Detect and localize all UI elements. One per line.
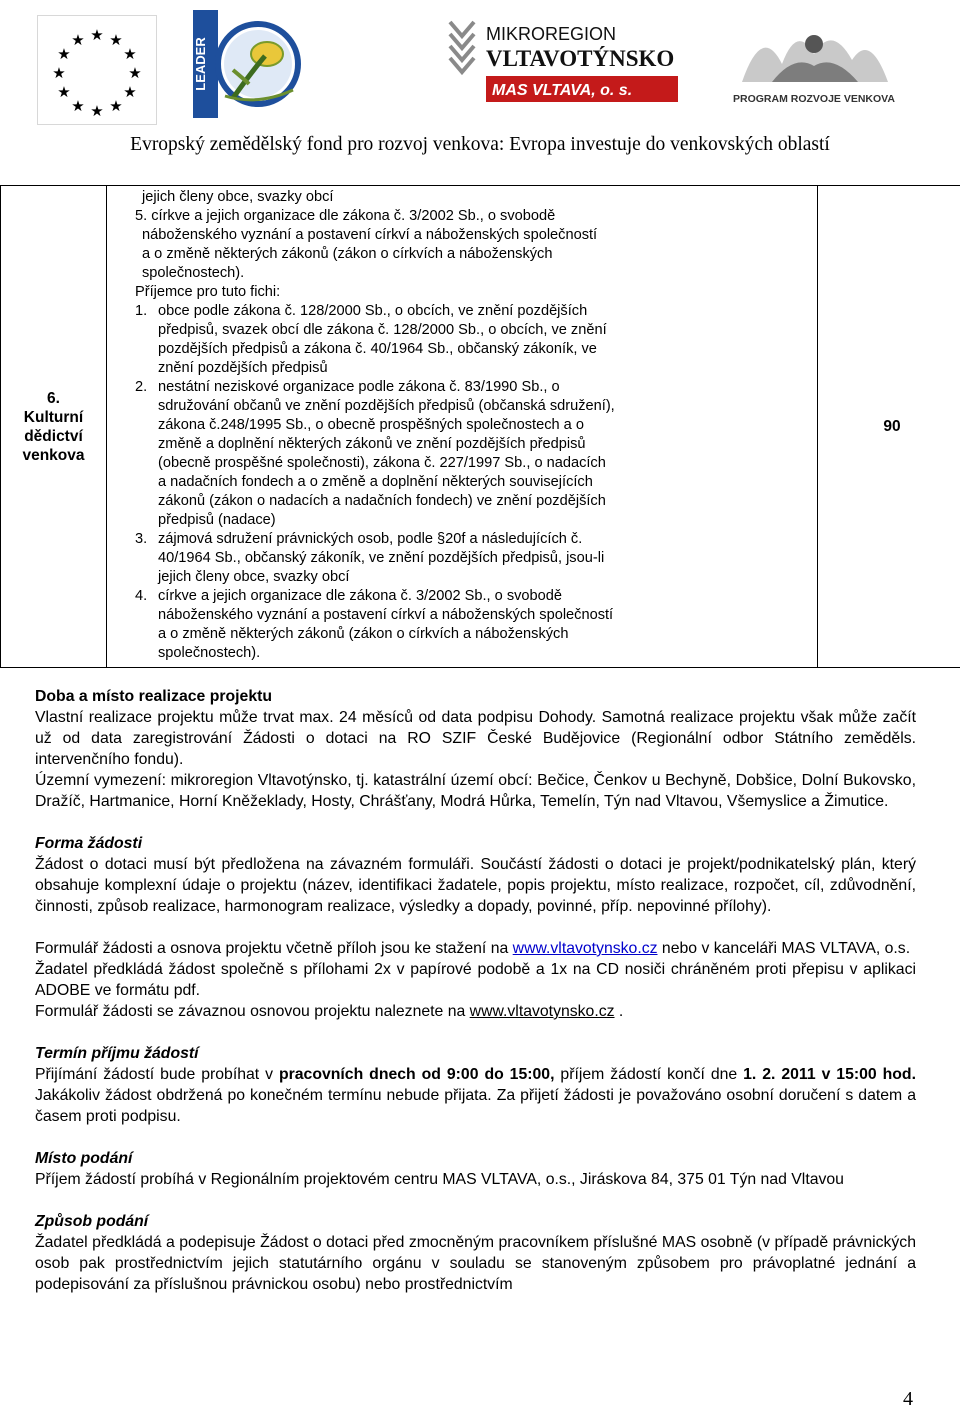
criteria-number: 6.	[1, 389, 106, 408]
bold-span: 1. 2. 2011 v 15:00 hod.	[743, 1066, 916, 1083]
item-number: 4.	[135, 587, 147, 606]
prv-text: PROGRAM ROZVOJE VENKOVA	[733, 93, 895, 105]
text-span: Formulář žádosti a osnova projektu včetně příloh jsou ke stažení na	[35, 940, 513, 957]
section-heading-realizace: Doba a místo realizace projektu	[35, 686, 916, 707]
svg-text:★: ★	[71, 31, 84, 49]
text-span: Formulář žádosti se závaznou osnovou projektu naleznete na	[35, 1003, 470, 1020]
svg-text:★: ★	[90, 26, 103, 44]
mikroregion-logo	[446, 14, 691, 110]
svg-text:★: ★	[128, 64, 141, 82]
criteria-label-cell	[1, 186, 107, 668]
svg-text:★: ★	[57, 45, 70, 63]
item-line: zákonů (zákon o nadacích a nadačních fondech) ve znění pozdějších	[158, 492, 813, 511]
criteria-description-cell	[107, 186, 818, 668]
item-line: předpisů, svazek obcí dle zákona č. 128/2000 Sb., o obcích, ve znění	[158, 321, 813, 340]
section-heading-zpusob: Způsob podání	[35, 1211, 916, 1232]
recipient-item	[111, 378, 813, 530]
desc-line: náboženského vyznání a postavení církví a náboženských společností	[111, 226, 813, 245]
paragraph	[35, 1001, 916, 1022]
paragraph	[35, 938, 916, 959]
logo-bar	[0, 0, 960, 125]
desc-line: jejich členy obce, svazky obcí	[111, 188, 813, 207]
desc-line: společnostech).	[111, 264, 813, 283]
paragraph	[35, 1064, 916, 1127]
item-line: jejich členy obce, svazky obcí	[158, 568, 813, 587]
recipient-item	[111, 302, 813, 378]
item-line: předpisů (nadace)	[158, 511, 813, 530]
svg-text:★: ★	[90, 102, 103, 120]
paragraph: Vlastní realizace projektu může trvat max. 24 měsíců od data podpisu Dohody. Samotná realizace projektu však může začít už od data zaregistrování Žádosti o dotaci na RO SZIF České Budějovice (Regionální odbor Státního zeměděls. intervenčního fondu).	[35, 707, 916, 770]
program-rozvoje-venkova-logo	[712, 14, 916, 114]
svg-text:★: ★	[52, 64, 65, 82]
item-line: (obecně prospěšné společnosti), zákona č. 227/1997 Sb., o nadacích	[158, 454, 813, 473]
document-body	[35, 686, 916, 1295]
item-line: náboženského vyznání a postavení církví a náboženských společností	[158, 606, 813, 625]
svg-text:★: ★	[109, 97, 122, 115]
paragraph: Žádost o dotaci musí být předložena na závazném formuláři. Součástí žádosti o dotaci je projekt/podnikatelský plán, který obsahuje komplexní údaje o projektu (název, identifikaci žadatele, popis projektu, místo realizace, rozpočet, cíl, zdůvodnění, činnosti, způsob realizace, harmonogram realizace, výsledky a dopady, povinné, příp. nepovinné přílohy).	[35, 854, 916, 917]
paragraph: Příjem žádostí probíhá v Regionálním projektovém centru MAS VLTAVA, o.s., Jiráskova 84, 375 01 Týn nad Vltavou	[35, 1169, 916, 1190]
item-line: společnostech).	[158, 644, 813, 663]
section-heading-forma: Forma žádosti	[35, 833, 916, 854]
text-span: Přijímání žádostí bude probíhat v	[35, 1066, 279, 1083]
svg-text:★: ★	[71, 97, 84, 115]
fund-title: Evropský zemědělský fond pro rozvoj venkova: Evropa investuje do venkovských oblastí	[0, 134, 960, 156]
bold-span: pracovních dnech od 9:00 do 15:00,	[279, 1066, 555, 1083]
item-number: 1.	[135, 302, 147, 321]
item-line: nestátní neziskové organizace podle zákona č. 83/1990 Sb., o	[158, 378, 813, 397]
leader-logo	[193, 10, 416, 118]
recipient-item	[111, 530, 813, 587]
item-line: zájmová sdružení právnických osob, podle §20f a následujících č.	[158, 530, 813, 549]
item-number: 3.	[135, 530, 147, 549]
criteria-row	[1, 186, 960, 668]
item-line: pozdějších předpisů a zákona č. 40/1964 Sb., občanský zákoník, ve	[158, 340, 813, 359]
item-line: změně a doplnění některých zákonů ve znění pozdějších předpisů	[158, 435, 813, 454]
paragraph: Územní vymezení: mikroregion Vltavotýnsko, tj. katastrální území obcí: Bečice, Čenkov u Bechyně, Dobšice, Dolní Bukovsko, Dražíč, Hartmanice, Horní Kněžeklady, Hosty, Chrášťany, Modrá Hůrka, Temelín, Týn nad Vltavou, Všemyslice a Žimutice.	[35, 770, 916, 812]
item-line: sdružování občanů ve znění pozdějších předpisů (občanská sdružení),	[158, 397, 813, 416]
item-line: obce podle zákona č. 128/2000 Sb., o obcích, ve znění pozdějších	[158, 302, 813, 321]
item-line: a o změně některých zákonů (zákon o církvích a náboženských	[158, 625, 813, 644]
item-line: 40/1964 Sb., občanský zákoník, ve znění pozdějších předpisů, jsou-li	[158, 549, 813, 568]
svg-text:★: ★	[57, 83, 70, 101]
paragraph: Žadatel předkládá a podepisuje Žádost o dotaci před zmocněným pracovníkem příslušné MAS osobně (v případě právnických osob pak prostřednictvím jejich statutárního orgánu v souladu se stanoveným způsobem pro právoplatné jednání a podepisování za příslušnou právnickou osobu) nebo prostřednictvím	[35, 1232, 916, 1295]
item-number: 2.	[135, 378, 147, 397]
svg-text:★: ★	[109, 31, 122, 49]
mikroregion-line2: VLTAVOTÝNSKO	[486, 46, 674, 71]
svg-text:★: ★	[123, 83, 136, 101]
paragraph: Žadatel předkládá žádost společně s přílohami 2x v papírové podobě a 1x na CD nosiči chráněném proti přepisu v aplikaci ADOBE ve formátu pdf.	[35, 959, 916, 1001]
website-link[interactable]: www.vltavotynsko.cz	[513, 940, 658, 957]
eu-flag-logo	[37, 15, 157, 125]
section-heading-misto: Místo podání	[35, 1148, 916, 1169]
desc-line: 5. církve a jejich organizace dle zákona č. 3/2002 Sb., o svobodě	[111, 207, 813, 226]
mas-vltava-label: MAS VLTAVA, o. s.	[492, 82, 632, 99]
item-line: a nadačních fondech a o změně a doplnění některých souvisejících	[158, 473, 813, 492]
leader-text: LEADER	[193, 37, 208, 91]
item-line: zákona č.248/1995 Sb., o obecně prospěšných společnostech a o	[158, 416, 813, 435]
mikroregion-line1: MIKROREGION	[486, 24, 616, 44]
text-span: nebo v kanceláři MAS VLTAVA, o.s.	[658, 940, 911, 957]
text-span: příjem žádostí končí dne	[554, 1066, 743, 1083]
website-link-plain[interactable]: www.vltavotynsko.cz	[470, 1003, 615, 1020]
recipients-heading: Příjemce pro tuto fichi:	[111, 283, 813, 302]
desc-line: a o změně některých zákonů (zákon o církvích a náboženských	[111, 245, 813, 264]
criteria-table	[0, 185, 960, 668]
recipient-item	[111, 587, 813, 663]
page-number: 4	[903, 1388, 913, 1411]
text-span: .	[615, 1003, 624, 1020]
section-heading-termin: Termín příjmu žádostí	[35, 1043, 916, 1064]
svg-text:★: ★	[123, 45, 136, 63]
criteria-title-line2: venkova	[1, 446, 106, 465]
item-line: církve a jejich organizace dle zákona č. 3/2002 Sb., o svobodě	[158, 587, 813, 606]
item-line: znění pozdějších předpisů	[158, 359, 813, 378]
criteria-title-line1: Kulturní dědictví	[1, 408, 106, 446]
text-span: Jakákoliv žádost obdržená po konečném termínu nebude přijata. Za přijetí žádosti je považováno osobní doručení s datem a časem proti podpisu.	[35, 1087, 916, 1125]
criteria-points-cell: 90	[818, 186, 960, 668]
